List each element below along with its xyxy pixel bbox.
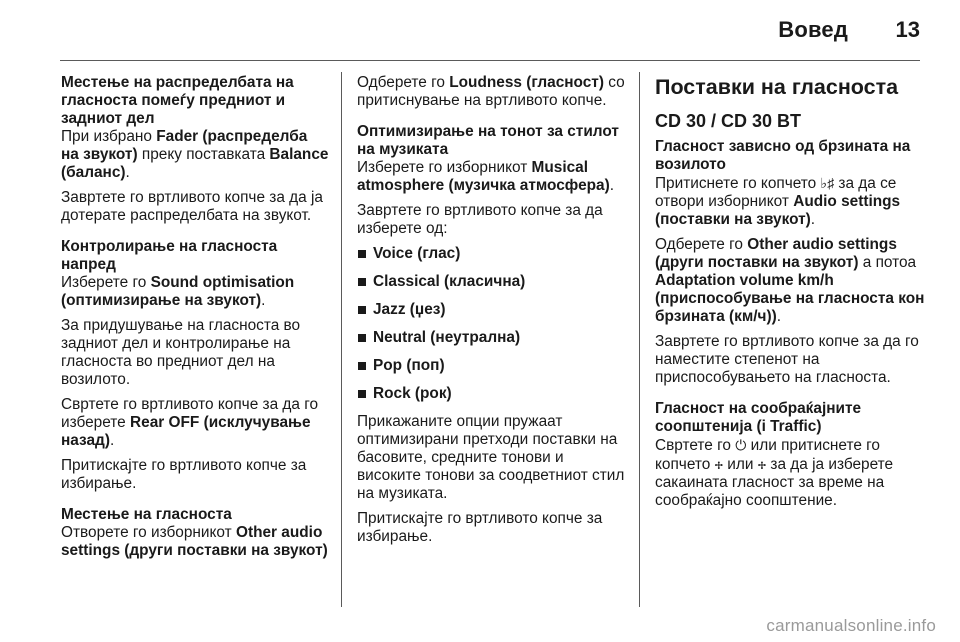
paragraph: Притискајте го вртливото копче за избирање. (357, 510, 603, 545)
text: Одберете го (357, 74, 450, 91)
section-title: Поставки на гласноста (655, 75, 899, 99)
text: а потоа (858, 254, 917, 271)
paragraph (61, 524, 329, 560)
column-right (655, 74, 925, 517)
paragraph: Притискајте го вртливото копче за избирање. (61, 457, 307, 492)
option-list (357, 245, 627, 403)
menu-term: Fader (распределба на звукот) (61, 128, 308, 163)
text: Отворете го изборникот (61, 524, 236, 541)
menu-term: Adaptation volume km/h (приспособување на гласноста кон брзината (км/ч)) (655, 272, 925, 325)
page-header (0, 0, 960, 62)
watermark: carmanualsonline.info (766, 616, 936, 635)
text: . (109, 432, 115, 449)
section-heading: Гласност на сообраќајните соопштенија (i Traffic) (655, 400, 862, 435)
menu-term: Balance (баланс) (61, 146, 329, 181)
menu-term: Loudness (гласност) (449, 74, 604, 91)
menu-term: Audio settings (поставки на звукот) (655, 193, 901, 228)
header-divider (60, 60, 920, 61)
text: или (723, 456, 758, 473)
paragraph: Прикажаните опции пружаат оптимизирани претходи поставки на басовите, средните тонови и високите тонови за соодветниот стил на музиката. (357, 413, 625, 502)
paragraph (61, 396, 329, 450)
column-middle (357, 74, 627, 553)
section-heading: Контролирање на гласноста напред (61, 238, 278, 273)
menu-term: Sound optimisation (оптимизирање на звукот) (61, 274, 295, 309)
menu-term: Rear OFF (исклучување назад) (61, 414, 311, 449)
volume-up-icon: 🕂 (714, 456, 723, 472)
paragraph (655, 236, 925, 326)
text: . (125, 164, 130, 181)
paragraph (357, 159, 627, 195)
text: Изберете го (61, 274, 151, 291)
text: Притиснете го копчето (655, 175, 821, 192)
tone-button-icon: ♭♯ (820, 175, 835, 191)
section-heading: Оптимизирање на тонот за стилот на музиката (357, 123, 619, 158)
text: за да се отвори изборникот (655, 175, 897, 210)
menu-term: Other audio settings (други поставки на звукот) (61, 524, 328, 559)
section-heading: Местење на гласноста (61, 506, 232, 523)
volume-down-icon: 🕂 (757, 456, 767, 472)
list-item: Voice (глас) (357, 245, 627, 263)
paragraph (357, 74, 627, 110)
power-knob-icon: ⏻ (735, 437, 747, 453)
text: или притиснете го копчето (655, 437, 880, 473)
list-item: Neutral (неутрална) (357, 329, 627, 347)
paragraph (61, 128, 329, 182)
page-number: 13 (895, 17, 920, 42)
paragraph: Завртете го вртливото копче за да ја дотерате распределбата на звукот. (61, 189, 323, 224)
column-divider (639, 72, 640, 607)
list-item: Rock (рок) (357, 385, 627, 403)
paragraph (61, 274, 329, 310)
paragraph (655, 174, 925, 229)
text: со притиснување на вртливото копче. (357, 74, 625, 109)
list-item: Classical (класична) (357, 273, 627, 291)
menu-term: Other audio settings (други поставки на звукот) (655, 236, 897, 271)
page-title: Вовед (778, 17, 848, 42)
model-subtitle: CD 30 / CD 30 BT (655, 111, 802, 131)
section-heading: Гласност зависно од брзината на возилото (655, 138, 911, 173)
text: При избрано (61, 128, 157, 145)
column-left (61, 74, 329, 567)
text: Свртете го вртливото копче за да го изберете (61, 396, 319, 431)
paragraph (655, 436, 925, 510)
text: . (609, 177, 614, 194)
text: Одберете го (655, 236, 748, 253)
text: Свртете го (655, 437, 736, 454)
paragraph: Завртете го вртливото копче за да го наместите степенот на приспособувањето на гласноста. (655, 333, 919, 386)
text: . (810, 211, 816, 228)
text: . (776, 308, 782, 325)
text: Изберете го изборникот (357, 159, 532, 176)
paragraph: За придушување на гласноста во задниот дел и контролирање на гласноста во предниот дел на возилото. (61, 317, 301, 388)
text: за да ја изберете сакаината гласност за време на сообраќајно соопштение. (655, 456, 894, 509)
text: . (261, 292, 266, 309)
menu-term: Musical atmosphere (музичка атмосфера) (357, 159, 610, 194)
text: преку поставката (137, 146, 270, 163)
list-item: Jazz (џез) (357, 301, 627, 319)
paragraph: Завртете го вртливото копче за да изберете од: (357, 202, 603, 237)
section-heading: Местење на распределбата на гласноста помеѓу предниот и задниот дел (61, 74, 294, 127)
list-item: Pop (поп) (357, 357, 627, 375)
column-divider (341, 72, 342, 607)
